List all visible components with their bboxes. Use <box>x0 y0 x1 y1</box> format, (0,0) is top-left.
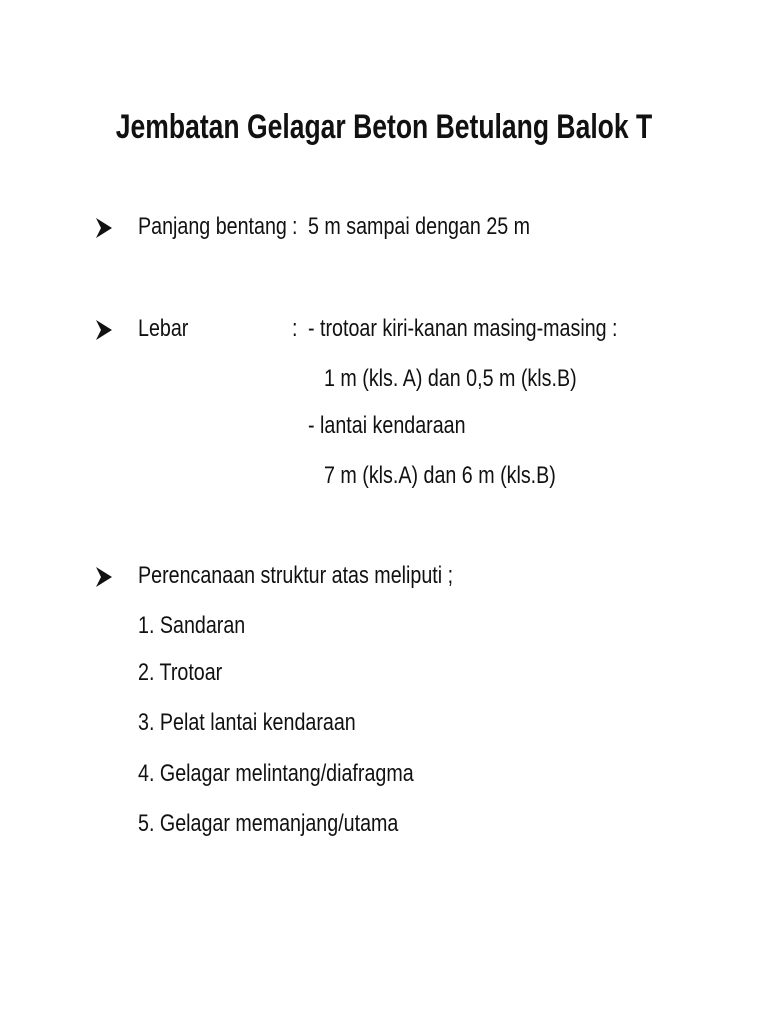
panjang-label: Panjang bentang <box>138 213 287 240</box>
list-item: 1. Sandaran <box>138 612 246 639</box>
panjang-value: 5 m sampai dengan 25 m <box>308 213 531 240</box>
lebar-label: Lebar <box>138 315 189 342</box>
arrowhead-bullet-icon <box>94 565 114 589</box>
lebar-separator: : <box>292 315 298 342</box>
panjang-separator: : <box>292 213 298 240</box>
lebar-line-2: 1 m (kls. A) dan 0,5 m (kls.B) <box>324 365 577 392</box>
page-title: Jembatan Gelagar Beton Betulang Balok T <box>115 108 653 146</box>
list-item: 4. Gelagar melintang/diafragma <box>138 760 414 787</box>
list-item: 3. Pelat lantai kendaraan <box>138 709 356 736</box>
lebar-line-1: - trotoar kiri-kanan masing-masing : <box>308 315 618 342</box>
lebar-line-4: 7 m (kls.A) dan 6 m (kls.B) <box>324 462 556 489</box>
list-item: 5. Gelagar memanjang/utama <box>138 810 399 837</box>
perencanaan-label: Perencanaan struktur atas meliputi ; <box>138 562 454 589</box>
arrowhead-bullet-icon <box>94 318 114 342</box>
list-item: 2. Trotoar <box>138 659 223 686</box>
arrowhead-bullet-icon <box>94 216 114 240</box>
lebar-line-3: - lantai kendaraan <box>308 412 466 439</box>
